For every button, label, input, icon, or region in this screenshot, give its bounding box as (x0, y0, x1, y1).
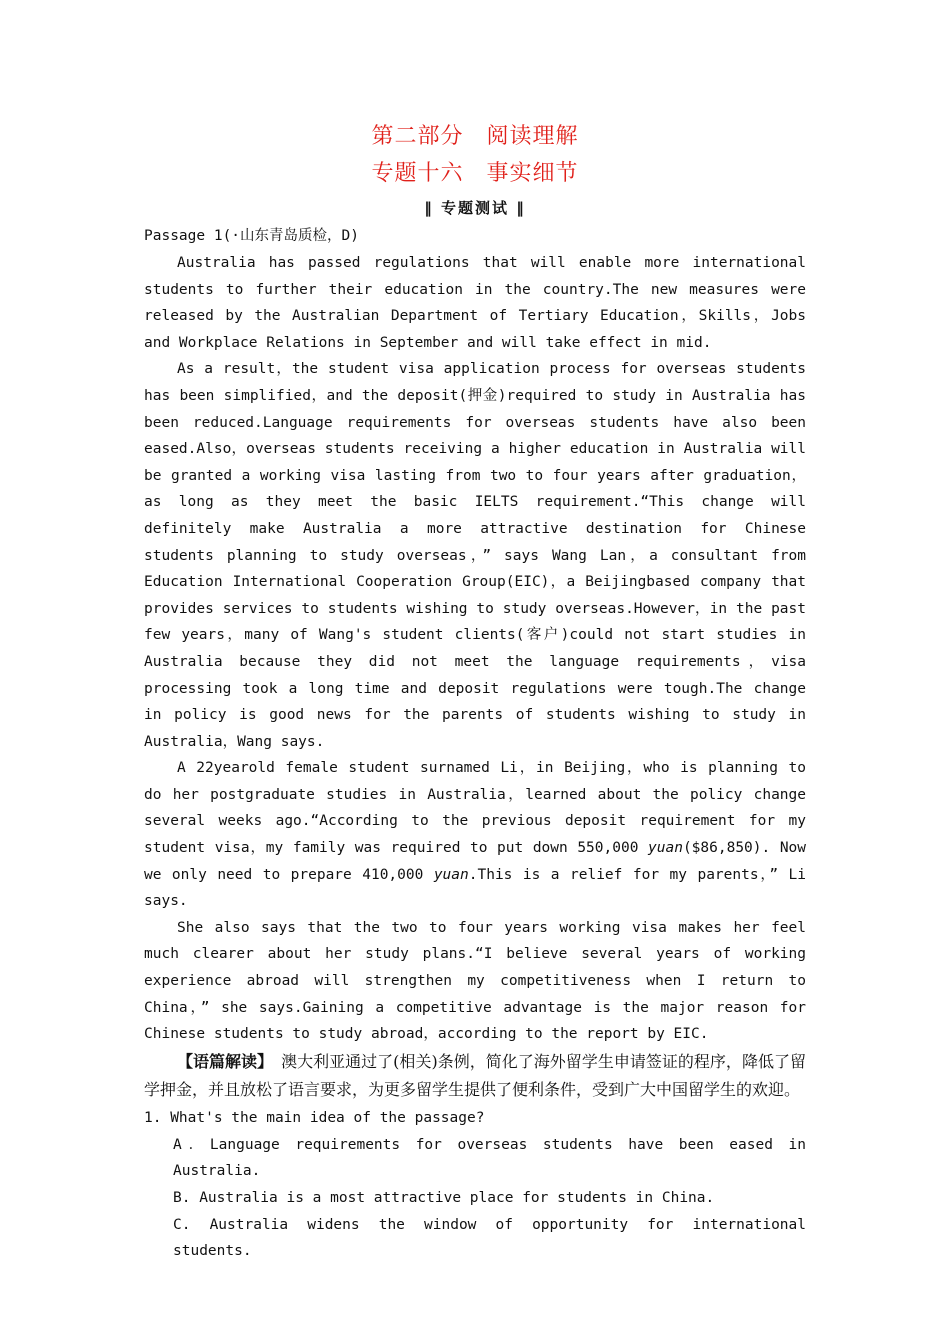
document-page (144, 118, 806, 1265)
part-title: 第二部分 阅读理解 (371, 124, 579, 149)
passage-paragraph-4: She also says that the two to four years working visa makes her feel much clearer about her study plans.“I believe several years of working experience abroad will strengthen my competitiveness when I return to China，” she says.Gaining a competitive advantage is the major reason for Chinese students to study abroad，according to the report by EIC. (144, 919, 806, 1043)
passage-paragraph-1: Australia has passed regulations that will enable more international students to further their education in the country.The new measures were released by the Australian Department of Tertiary Education，Skills，Jobs and Workplace Relations in September and will take effect in mid. (144, 255, 806, 351)
analysis-tag: 【语篇解读】 (177, 1051, 266, 1071)
paragraph-3-text-b: ($86,850). Now we only need to prepare 410,000 (144, 840, 807, 883)
passage-analysis (144, 1048, 806, 1104)
paragraph-3-text-c: .This is a relief for my parents，” Li says. (144, 866, 806, 910)
section-label: ‖ 专题测试 ‖ (424, 199, 526, 217)
passage-paragraph-3 (144, 755, 806, 915)
question-1-stem: 1. What's the main idea of the passage? (144, 1109, 485, 1126)
passage-paragraph-2: As a result，the student visa application process for overseas students has been simplified，and the deposit(押金)required to study in Australia has been reduced.Language requirements for overseas students have also been eased.Also，overseas students receiving a higher education in Australia will be granted a working visa lasting from two to four years after graduation，as long as they meet the basic IELTS requirement.“This change will definitely make Australia a more attractive destination for Chinese students planning to study overseas，” says Wang Lan，a consultant from Education International Cooperation Group(EIC)，a Beijingbased company that provides services to students wishing to study overseas.However，in the past few years，many of Wang's student clients(客户)could not start studies in Australia because they did not meet the language requirements，visa processing took a long time and deposit regulations were tough.The change in policy is good news for the parents of students wishing to study in Australia，Wang says. (144, 361, 806, 750)
currency-yuan: yuan (433, 866, 469, 883)
paragraph-3-text-a: A 22yearold female student surnamed Li，in Beijing，who is planning to do her postgraduate studies in Australia，learned about the policy change several weeks ago.“According to the previous deposit requirement for my student visa，my family was required to put down 550,000 (144, 760, 806, 857)
topic-title: 专题十六 事实细节 (371, 161, 579, 186)
question-1-option-b[interactable]: B. Australia is a most attractive place for students in China. (173, 1190, 715, 1206)
currency-yuan: yuan (648, 840, 683, 857)
question-1-option-a[interactable]: A．Language requirements for overseas students have been eased in Australia. (173, 1136, 806, 1180)
question-1-option-c[interactable]: C. Australia widens the window of opportunity for international students. (173, 1216, 806, 1260)
passage-heading: Passage 1(·山东青岛质检，D) (144, 228, 359, 244)
analysis-text: 澳大利亚通过了(相关)条例，简化了海外留学生申请签证的程序，降低了留学押金，并且放松了语言要求，为更多留学生提供了便利条件，受到广大中国留学生的欢迎。 (144, 1051, 806, 1099)
